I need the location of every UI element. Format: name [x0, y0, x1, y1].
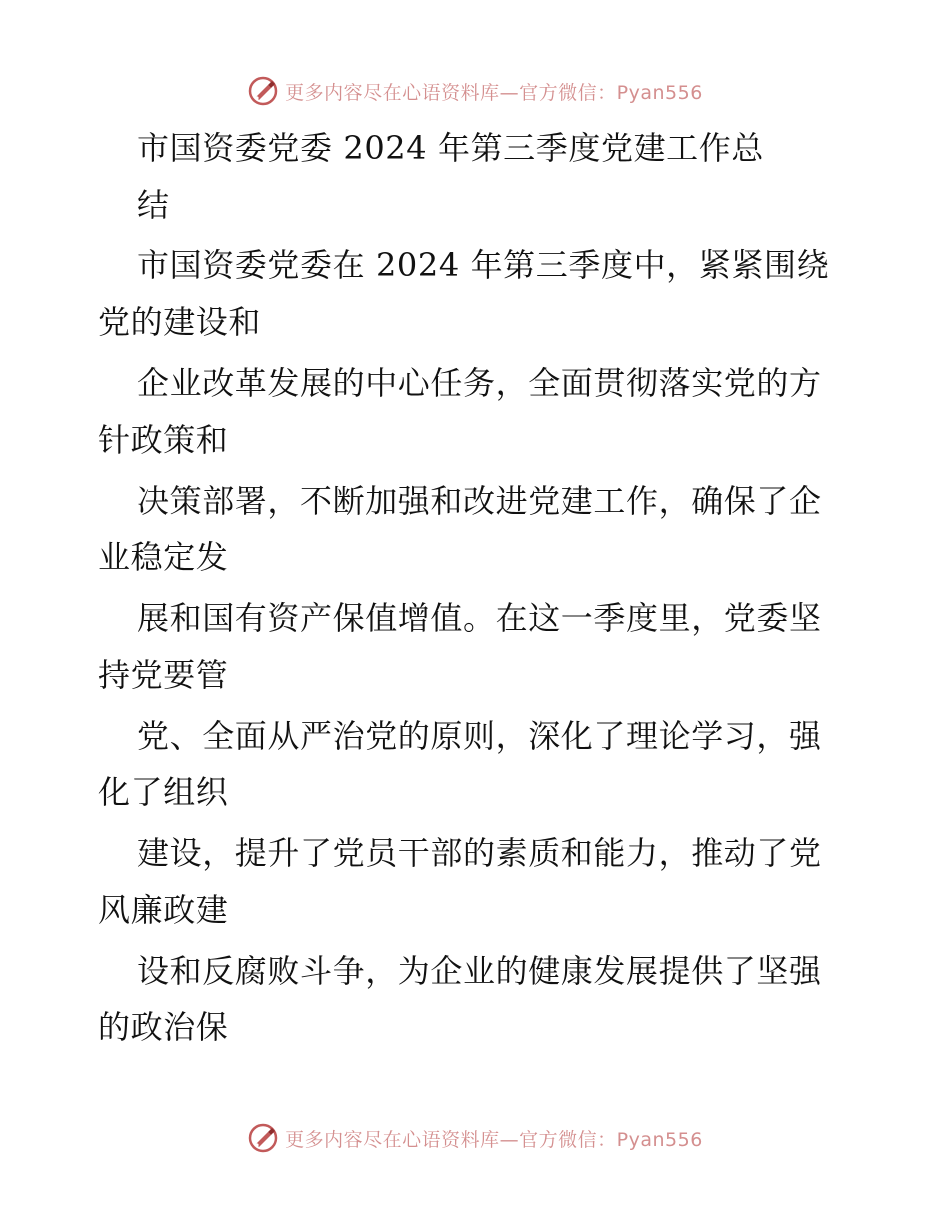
- body-line: 化了组织: [98, 773, 229, 811]
- pen-logo-icon: [247, 1122, 279, 1154]
- document-title-line-2: 结: [137, 186, 170, 224]
- body-line: 设和反腐败斗争，为企业的健康发展提供了坚强: [137, 952, 822, 990]
- body-line: 展和国有资产保值增值。在这一季度里，党委坚: [137, 599, 822, 637]
- watermark-text: 更多内容尽在心语资料库—官方微信：Pyan556: [285, 1128, 703, 1151]
- body-line: 风廉政建: [98, 891, 229, 929]
- body-line: 建设，提升了党员干部的素质和能力，推动了党: [137, 834, 822, 872]
- watermark-text: 更多内容尽在心语资料库—官方微信：Pyan556: [285, 81, 703, 104]
- document-title-line-1: 市国资委党委 2024 年第三季度党建工作总: [137, 129, 764, 167]
- pen-logo-icon: [247, 75, 279, 107]
- footer-watermark-banner: [0, 1118, 950, 1158]
- body-line: 市国资委党委在 2024 年第三季度中，紧紧围绕: [137, 246, 830, 284]
- body-line: 党的建设和: [98, 303, 262, 341]
- header-watermark-banner: [0, 71, 950, 111]
- body-line: 持党要管: [98, 656, 229, 694]
- body-line: 业稳定发: [98, 538, 229, 576]
- body-line: 党、全面从严治党的原则，深化了理论学习，强: [137, 717, 822, 755]
- body-line: 针政策和: [98, 421, 229, 459]
- body-line: 的政治保: [98, 1008, 229, 1046]
- body-line: 企业改革发展的中心任务，全面贯彻落实党的方: [137, 364, 822, 402]
- body-line: 决策部署，不断加强和改进党建工作，确保了企: [137, 482, 822, 520]
